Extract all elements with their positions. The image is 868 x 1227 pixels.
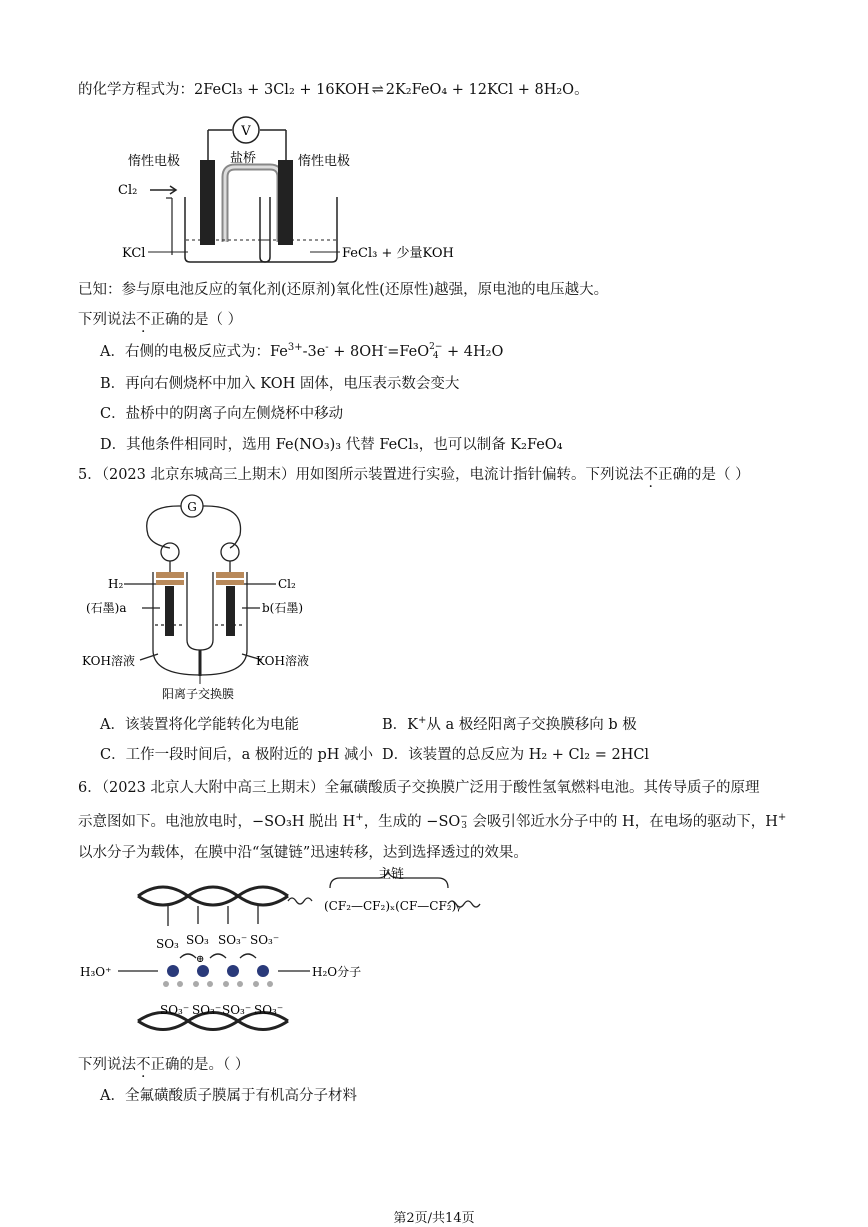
- so3-bottom-1: SO₃⁻: [160, 1003, 190, 1017]
- figure-salt-bridge-cell: [110, 112, 460, 270]
- h2-label: H₂: [108, 577, 124, 591]
- figure-u-tube-cell: [80, 490, 340, 705]
- q5-option-b: B．K+从 a 极经阳离子交换膜移向 b 极: [382, 715, 637, 733]
- plus-charge: ⊕: [196, 954, 205, 965]
- q6-line3: 以水分子为载体，在膜中沿“氢键链”迅速转移，达到选择透过的效果。: [78, 845, 528, 861]
- q6-line1: 6．（2023 北京人大附中高三上期末）全氟磺酸质子交换膜广泛用于酸性氢氧燃料电池。其传导质子的原理: [78, 780, 760, 796]
- so3-bottom-3: SO₃⁻: [222, 1003, 252, 1017]
- cl2-inlet-label: Cl₂: [118, 183, 138, 198]
- right-solution-label: FeCl₃ + 少量KOH: [342, 246, 454, 261]
- q6-option-a: A．全氟磺酸质子膜属于有机高分子材料: [100, 1088, 357, 1104]
- koh-right-label: KOH溶液: [256, 654, 309, 668]
- q4-stem: 下列说法不正确的是（ ）: [78, 312, 243, 328]
- q4-known-condition: 已知：参与原电池反应的氧化剂(还原剂)氧化性(还原性)越强，原电池的电压越大。: [78, 282, 609, 298]
- equation-end: 。: [574, 82, 589, 98]
- galvanometer-label: G: [187, 500, 197, 514]
- salt-bridge-label: 盐桥: [230, 151, 257, 166]
- left-solution-label: KCl: [122, 246, 146, 261]
- q4-option-b: B．再向右侧烧杯中加入 KOH 固体，电压表示数会变大: [100, 376, 460, 392]
- q6-stem: 下列说法不正确的是。（ ）: [78, 1057, 250, 1073]
- membrane-label: 阳离子交换膜: [162, 687, 235, 701]
- q5-option-c: C．工作一段时间后，a 极附近的 pH 减小: [100, 747, 373, 763]
- so3-bottom-4: SO₃⁻: [254, 1003, 284, 1017]
- q4-option-d: D．其他条件相同时，选用 Fe(NO₃)₃ 代替 FeCl₃，也可以制备 K₂FeO₄: [100, 437, 563, 453]
- koh-left-label: KOH溶液: [82, 654, 135, 668]
- q5-option-a: A．该装置将化学能转化为电能: [100, 717, 299, 733]
- cl2-label: Cl₂: [278, 577, 296, 591]
- page-footer: 第2页/共14页: [393, 1211, 475, 1226]
- q5-stem: 5．（2023 北京东城高三上期末）用如图所示装置进行实验，电流计指针偏转。下列说法不正确的是（ ）: [78, 467, 750, 483]
- so3-bottom-2: SO₃⁻: [192, 1003, 222, 1017]
- equation-left: 2FeCl₃ + 3Cl₂ + 16KOH: [194, 82, 370, 98]
- so3-top-3: SO₃⁻: [218, 933, 248, 947]
- equation-right: 2K₂FeO₄ + 12KCl + 8H₂O: [385, 82, 575, 98]
- q5-option-d: D．该装置的总反应为 H₂ + Cl₂ = 2HCl: [382, 747, 650, 763]
- figure-proton-membrane: [78, 866, 498, 1041]
- right-electrode-label: 惰性电极: [298, 154, 351, 169]
- electrode-a-label: (石墨)a: [86, 601, 127, 615]
- electrode-b-label: b(石墨): [262, 601, 304, 615]
- voltmeter-label: V: [241, 124, 251, 139]
- q4-option-c: C．盐桥中的阴离子向左侧烧杯中移动: [100, 406, 344, 422]
- so3-top-1: SO₃: [156, 937, 179, 951]
- h3o-label: H₃O⁺: [80, 965, 112, 979]
- q6-line2: 示意图如下。电池放电时，−SO₃H 脱出 H+，生成的 −SO− 3 会吸引邻近水分子中的 H，在电场的驱动下，H+: [78, 812, 787, 831]
- left-electrode-label: 惰性电极: [128, 154, 181, 169]
- h2o-label: H₂O分子: [312, 965, 362, 979]
- reversible-arrow: ⇌: [371, 82, 384, 98]
- so3-top-4: SO₃⁻: [250, 933, 280, 947]
- equation-prefix: 的化学方程式为：: [78, 82, 194, 98]
- so3-top-2: SO₃: [186, 933, 209, 947]
- q4-option-a: A．右侧的电极反应式为：$Fe^{3+}-3e^- + 8OH^-=FeO2-$ 4 + 4H₂O: [100, 342, 504, 361]
- main-chain-label: 主链: [378, 867, 405, 882]
- top-equation: [78, 78, 589, 99]
- chain-formula: (CF₂—CF₂)ₓ(CF—CF₂)ᵧ: [324, 899, 461, 913]
